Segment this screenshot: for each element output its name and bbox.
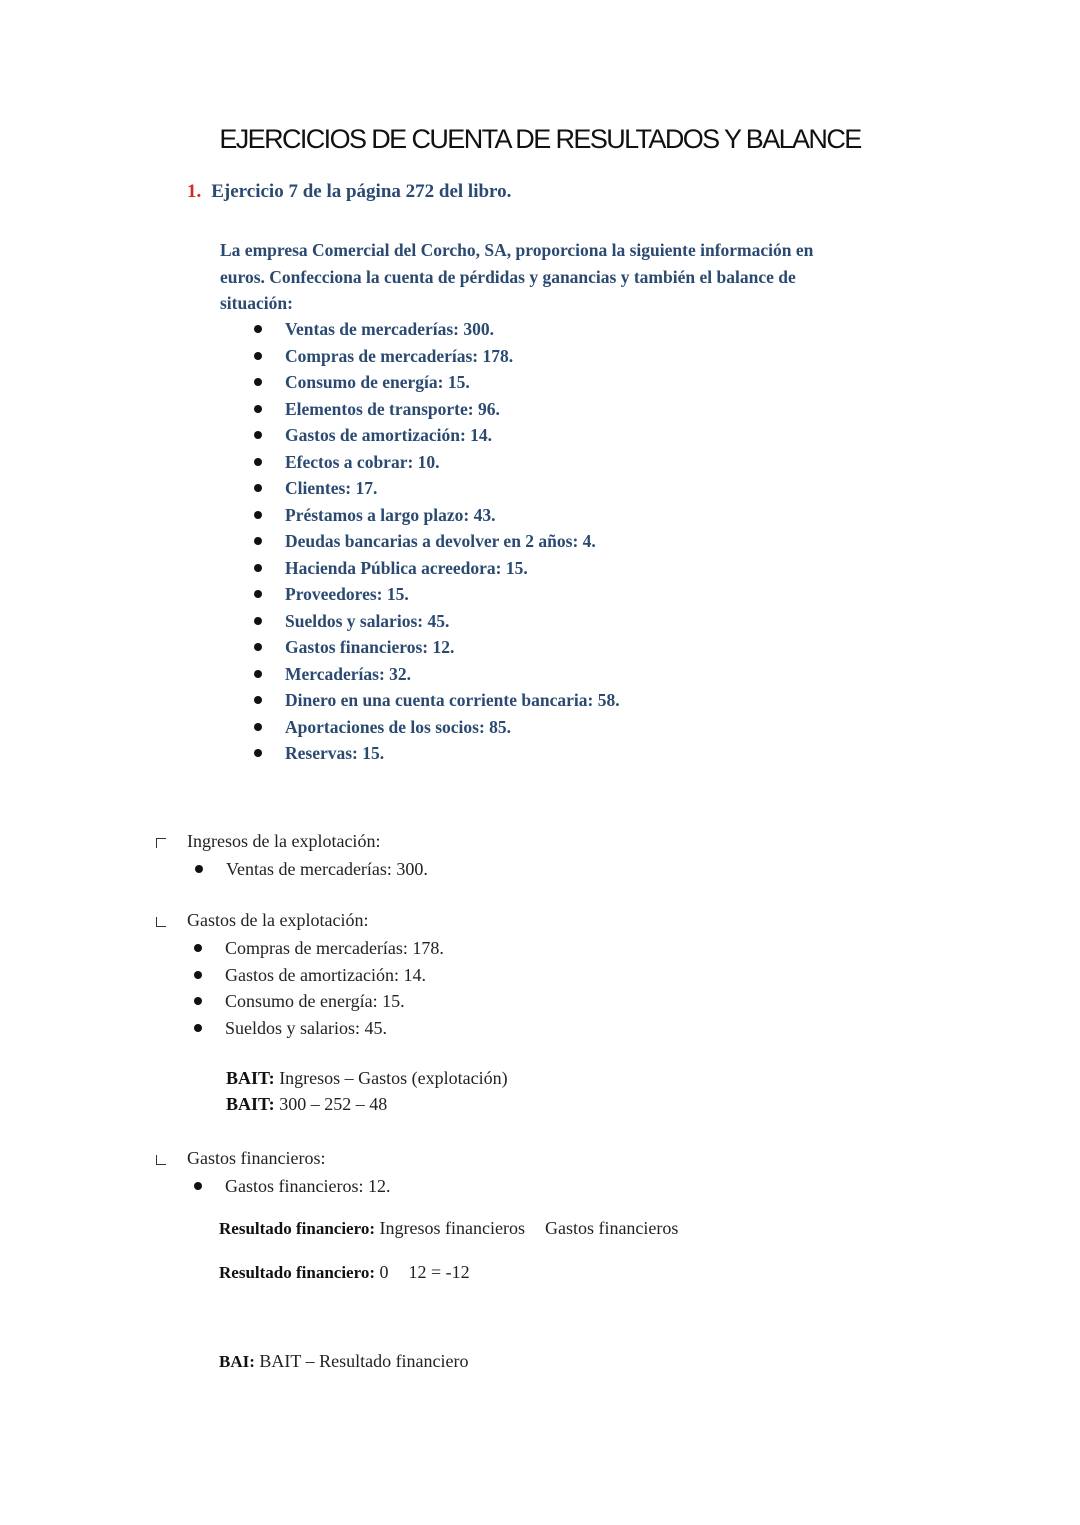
bullet-icon bbox=[254, 511, 262, 519]
bullet-icon bbox=[254, 431, 262, 439]
bullet-icon bbox=[194, 997, 202, 1005]
list-item-text: Dinero en una cuenta corriente bancaria: 58. bbox=[285, 690, 620, 710]
bullet-icon bbox=[254, 484, 262, 492]
bullet-icon bbox=[254, 564, 262, 572]
bullet-icon bbox=[194, 1182, 202, 1190]
list-item bbox=[254, 687, 620, 714]
gastos-list bbox=[194, 935, 444, 1041]
bait-label: BAIT: bbox=[226, 1094, 275, 1114]
list-item-text: Préstamos a largo plazo: 43. bbox=[285, 504, 496, 525]
financieros-list bbox=[194, 1173, 390, 1200]
list-item-text: Gastos de amortización: 14. bbox=[285, 425, 493, 445]
list-item bbox=[254, 502, 620, 529]
bullet-icon bbox=[194, 971, 202, 979]
list-item-text: Elementos de transporte: 96. bbox=[285, 398, 500, 419]
list-item bbox=[254, 343, 620, 370]
corner-top-marker-icon bbox=[156, 838, 166, 848]
bai-formula bbox=[219, 1351, 469, 1372]
rf-value-b: 12 bbox=[408, 1262, 427, 1282]
list-item-text: Consumo de energía: 15. bbox=[285, 372, 470, 392]
list-item bbox=[254, 316, 620, 343]
exercise-data-list bbox=[254, 316, 620, 767]
bullet-icon bbox=[254, 670, 262, 678]
intro-line: La empresa Comercial del Corcho, SA, proporciona la siguiente información en bbox=[220, 240, 814, 260]
list-item bbox=[254, 528, 620, 555]
rf-label: Resultado financiero: bbox=[219, 1263, 375, 1282]
list-item-text: Clientes: 17. bbox=[285, 478, 378, 498]
rf-formula-b: Gastos financieros bbox=[544, 1218, 679, 1238]
list-item-text: Hacienda Pública acreedora: 15. bbox=[285, 557, 528, 578]
list-item-text: Gastos de amortización: 14. bbox=[225, 964, 426, 985]
list-item bbox=[254, 661, 620, 688]
list-item bbox=[254, 396, 620, 423]
ingresos-title: Ingresos de la explotación: bbox=[187, 831, 381, 851]
bait-value bbox=[226, 1094, 387, 1115]
bullet-icon bbox=[254, 325, 262, 333]
list-item-text: Consumo de energía: 15. bbox=[225, 991, 405, 1011]
list-item-text: Sueldos y salarios: 45. bbox=[285, 610, 450, 631]
rf-label: Resultado financiero: bbox=[219, 1219, 375, 1238]
resultado-financiero-formula bbox=[219, 1218, 678, 1239]
corner-bottom-marker-icon bbox=[156, 1155, 166, 1165]
list-item bbox=[194, 962, 444, 989]
ingresos-list bbox=[195, 856, 428, 883]
bullet-icon bbox=[254, 405, 262, 413]
list-item-text: Deudas bancarias a devolver en 2 años: 4. bbox=[285, 531, 596, 551]
resultado-financiero-value bbox=[219, 1262, 470, 1283]
corner-bottom-marker-icon bbox=[156, 917, 166, 927]
list-item bbox=[254, 740, 620, 767]
bai-label: BAI: bbox=[219, 1352, 255, 1371]
bullet-icon bbox=[254, 696, 262, 704]
list-item-text: Gastos financieros: 12. bbox=[285, 637, 455, 657]
bullet-icon bbox=[254, 590, 262, 598]
bullet-icon bbox=[254, 749, 262, 757]
list-item-text: Compras de mercaderías: 178. bbox=[285, 345, 514, 366]
intro-line: situación: bbox=[220, 293, 293, 313]
list-item bbox=[194, 1173, 390, 1200]
list-item-text: Compras de mercaderías: 178. bbox=[225, 938, 444, 958]
intro-line: euros. Confecciona la cuenta de pérdidas y ganancias y también el balance de bbox=[220, 266, 796, 287]
rf-formula-a: Ingresos financieros bbox=[379, 1218, 525, 1238]
list-item-text: Reservas: 15. bbox=[285, 743, 385, 763]
bullet-icon bbox=[254, 378, 262, 386]
list-item bbox=[254, 369, 620, 396]
list-item-text: Sueldos y salarios: 45. bbox=[225, 1017, 387, 1038]
list-item bbox=[254, 608, 620, 635]
list-item-text: Proveedores: 15. bbox=[285, 584, 409, 604]
list-item bbox=[254, 714, 620, 741]
gastos-title: Gastos de la explotación: bbox=[187, 910, 369, 930]
list-item bbox=[254, 581, 620, 608]
bullet-icon bbox=[195, 865, 203, 873]
exercise-heading bbox=[187, 181, 511, 203]
list-item bbox=[254, 449, 620, 476]
bai-formula-text: BAIT – Resultado financiero bbox=[259, 1351, 469, 1371]
list-item bbox=[194, 935, 444, 962]
bullet-icon bbox=[254, 617, 262, 625]
list-item-text: Gastos financieros: 12. bbox=[225, 1176, 391, 1196]
bait-formula-text: Ingresos – Gastos (explotación) bbox=[279, 1068, 508, 1088]
list-item bbox=[254, 475, 620, 502]
list-item-text: Aportaciones de los socios: 85. bbox=[285, 716, 512, 737]
list-item bbox=[194, 988, 444, 1015]
bullet-icon bbox=[254, 352, 262, 360]
financieros-title: Gastos financieros: bbox=[187, 1148, 326, 1168]
list-item-text: Efectos a cobrar: 10. bbox=[285, 451, 440, 472]
list-item bbox=[254, 422, 620, 449]
list-item-text: Mercaderías: 32. bbox=[285, 663, 412, 684]
bait-value-text: 300 – 252 – 48 bbox=[279, 1094, 388, 1114]
list-item bbox=[194, 1015, 444, 1042]
rf-value-c: = -12 bbox=[431, 1262, 470, 1282]
bullet-icon bbox=[194, 1024, 202, 1032]
list-item-text: Ventas de mercaderías: 300. bbox=[226, 859, 428, 879]
bait-label: BAIT: bbox=[226, 1068, 275, 1088]
exercise-heading-text: Ejercicio 7 de la página 272 del libro. bbox=[211, 181, 512, 202]
bullet-icon bbox=[254, 537, 262, 545]
bullet-icon bbox=[194, 944, 202, 952]
bait-formula bbox=[226, 1068, 508, 1089]
page-title: EJERCICIOS DE CUENTA DE RESULTADOS Y BALANCE bbox=[219, 124, 861, 154]
list-item bbox=[254, 634, 620, 661]
exercise-number: 1. bbox=[187, 181, 202, 202]
bullet-icon bbox=[254, 643, 262, 651]
list-item bbox=[254, 555, 620, 582]
list-item bbox=[195, 856, 428, 883]
exercise-intro bbox=[220, 237, 920, 317]
list-item-text: Ventas de mercaderías: 300. bbox=[285, 319, 495, 339]
bullet-icon bbox=[254, 723, 262, 731]
rf-value-a: 0 bbox=[379, 1262, 389, 1282]
bullet-icon bbox=[254, 458, 262, 466]
